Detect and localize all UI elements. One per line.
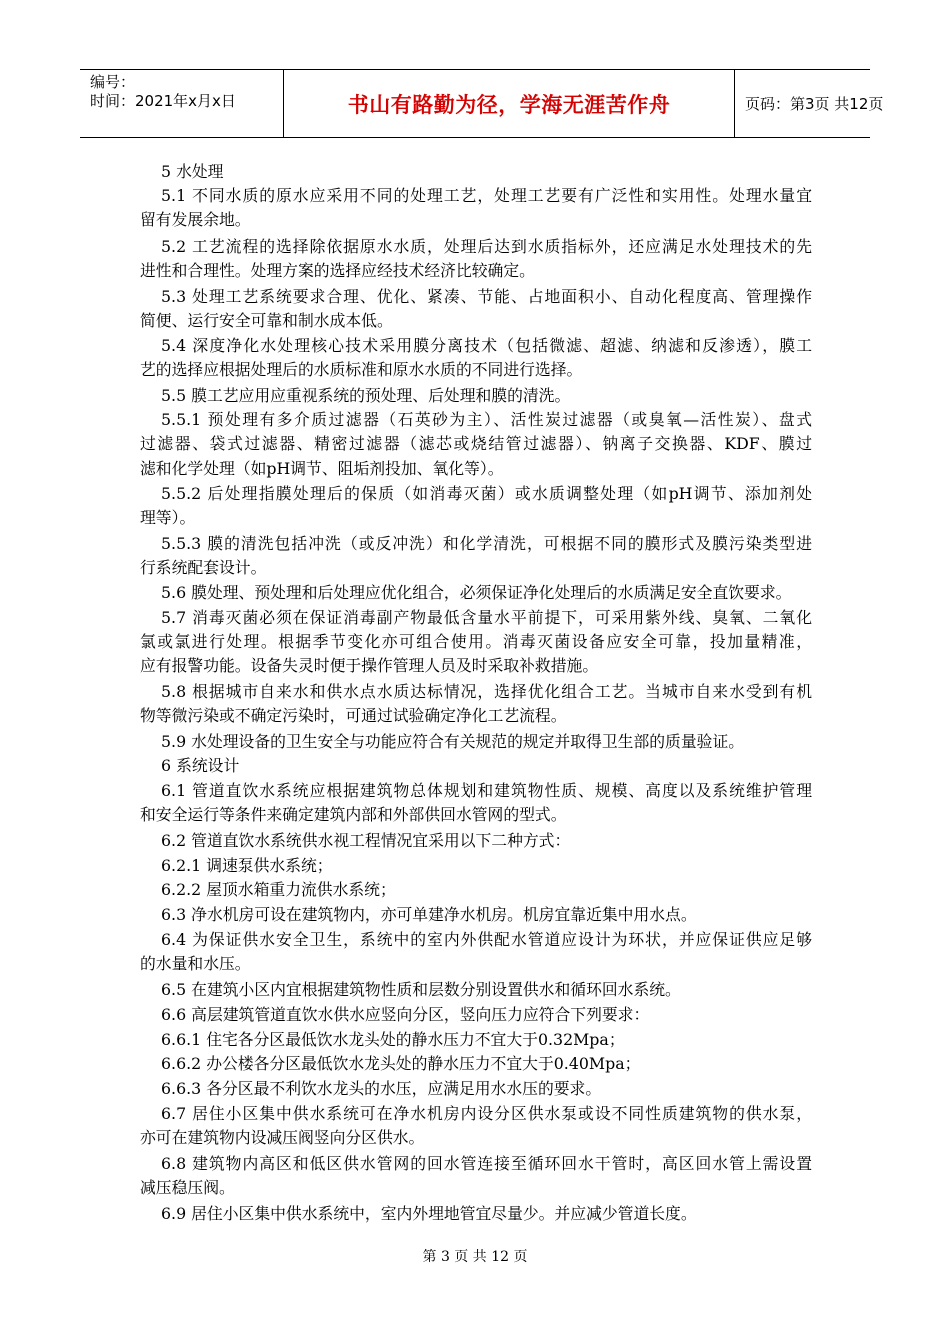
body-line: 5.6 膜处理、预处理和后处理应优化组合，必须保证净化处理后的水质满足安全直饮要求。 <box>161 583 792 602</box>
body-line: 艺的选择应根据处理后的水质标准和原水水质的不同进行选择。 <box>140 360 583 379</box>
header-motto-cell <box>284 70 735 137</box>
section-heading: 6 系统设计 <box>161 756 240 775</box>
body-line: 应有报警功能。设备失灵时便于操作管理人员及时采取补救措施。 <box>140 656 599 675</box>
body-line: 5.7 消毒灭菌必须在保证消毒副产物最低含量水平前提下，可采用紫外线、臭氧、二氧化 <box>161 608 812 627</box>
body-line: 5.5.2 后处理指膜处理后的保质（如消毒灭菌）或水质调整处理（如pH调节、添加剂处 <box>161 484 812 503</box>
header-page-cell <box>735 70 884 137</box>
body-line: 6.2.2 屋顶水箱重力流供水系统； <box>161 880 396 899</box>
body-line: 6.6.1 住宅各分区最低饮水龙头处的静水压力不宜大于0.32Mpa； <box>161 1030 625 1049</box>
body-line: 6.6.3 各分区最不利饮水龙头的水压，应满足用水水压的要求。 <box>161 1079 602 1098</box>
body-line: 滤和化学处理（如pH调节、阻垢剂投加、氧化等）。 <box>140 459 504 478</box>
body-line: 6.6 高层建筑管道直饮水供水应竖向分区，竖向压力应符合下列要求： <box>161 1005 650 1024</box>
page-header <box>80 69 884 138</box>
body-line: 5.8 根据城市自来水和供水点水质达标情况，选择优化组合工艺。当城市自来水受到有机 <box>161 682 812 701</box>
section-heading: 5 水处理 <box>161 162 224 181</box>
body-line: 留有发展余地。 <box>140 210 251 229</box>
body-line: 6.7 居住小区集中供水系统可在净水机房内设分区供水泵或设不同性质建筑物的供水泵， <box>161 1104 812 1123</box>
body-line: 6.2.1 调速泵供水系统； <box>161 856 333 875</box>
body-line: 6.2 管道直饮水系统供水视工程情况宜采用以下二种方式： <box>161 831 571 850</box>
body-line: 过滤器、袋式过滤器、精密过滤器（滤芯或烧结管过滤器）、钠离子交换器、KDF、膜过 <box>140 434 812 453</box>
body-line: 6.6.2 办公楼各分区最低饮水龙头处的静水压力不宜大于0.40Mpa； <box>161 1054 641 1073</box>
body-line: 5.2 工艺流程的选择除依据原水水质，处理后达到水质指标外，还应满足水处理技术的先 <box>161 237 812 256</box>
body-line: 5.3 处理工艺系统要求合理、优化、紧凑、节能、占地面积小、自动化程度高、管理操作 <box>161 287 812 306</box>
body-line: 亦可在建筑物内设减压阀竖向分区供水。 <box>140 1128 425 1147</box>
document-date-label: 时间：2021年x月x日 <box>90 92 236 110</box>
body-line: 5.4 深度净化水处理核心技术采用膜分离技术（包括微滤、超滤、纳滤和反渗透），膜工 <box>161 336 812 355</box>
body-line: 5.5.1 预处理有多介质过滤器（石英砂为主）、活性炭过滤器（或臭氧—活性炭）、盘式 <box>161 410 812 429</box>
body-line: 6.8 建筑物内高区和低区供水管网的回水管连接至循环回水干管时，高区回水管上需设置 <box>161 1154 812 1173</box>
header-page-info: 页码：第3页 共12页 <box>745 95 884 113</box>
document-number-label: 编号： <box>90 73 136 91</box>
header-meta-cell <box>80 70 284 137</box>
header-motto: 书山有路勤为径，学海无涯苦作舟 <box>347 92 671 117</box>
body-line: 氯或氯进行处理。根据季节变化亦可组合使用。消毒灭菌设备应安全可靠，投加量精准， <box>140 632 812 651</box>
body-line: 6.1 管道直饮水系统应根据建筑物总体规划和建筑物性质、规模、高度以及系统维护管理 <box>161 781 812 800</box>
body-line: 5.9 水处理设备的卫生安全与功能应符合有关规范的规定并取得卫生部的质量验证。 <box>161 732 745 751</box>
page-footer: 第 3 页 共 12 页 <box>422 1249 528 1265</box>
body-line: 5.5 膜工艺应用应重视系统的预处理、后处理和膜的清洗。 <box>161 386 571 405</box>
body-line: 6.3 净水机房可设在建筑物内，亦可单建净水机房。机房宜靠近集中用水点。 <box>161 905 697 924</box>
body-line: 5.5.3 膜的清洗包括冲洗（或反冲洗）和化学清洗，可根据不同的膜形式及膜污染类型进 <box>161 534 812 553</box>
body-line: 的水量和水压。 <box>140 954 251 973</box>
body-line: 理等）。 <box>140 508 196 527</box>
body-line: 行系统配套设计。 <box>140 558 267 577</box>
body-line: 和安全运行等条件来确定建筑内部和外部供回水管网的型式。 <box>140 805 567 824</box>
body-line: 6.4 为保证供水安全卫生，系统中的室内外供配水管道应设计为环状，并应保证供应足够 <box>161 930 812 949</box>
body-line: 6.5 在建筑小区内宜根据建筑物性质和层数分别设置供水和循环回水系统。 <box>161 980 681 999</box>
body-line: 简便、运行安全可靠和制水成本低。 <box>140 311 393 330</box>
body-line: 5.1 不同水质的原水应采用不同的处理工艺，处理工艺要有广泛性和实用性。处理水量宜 <box>161 186 812 205</box>
body-line: 物等微污染或不确定污染时，可通过试验确定净化工艺流程。 <box>140 706 567 725</box>
body-line: 进性和合理性。处理方案的选择应经技术经济比较确定。 <box>140 261 535 280</box>
body-line: 减压稳压阀。 <box>140 1178 235 1197</box>
body-line: 6.9 居住小区集中供水系统中，室内外埋地管宜尽量少。并应减少管道长度。 <box>161 1204 697 1223</box>
